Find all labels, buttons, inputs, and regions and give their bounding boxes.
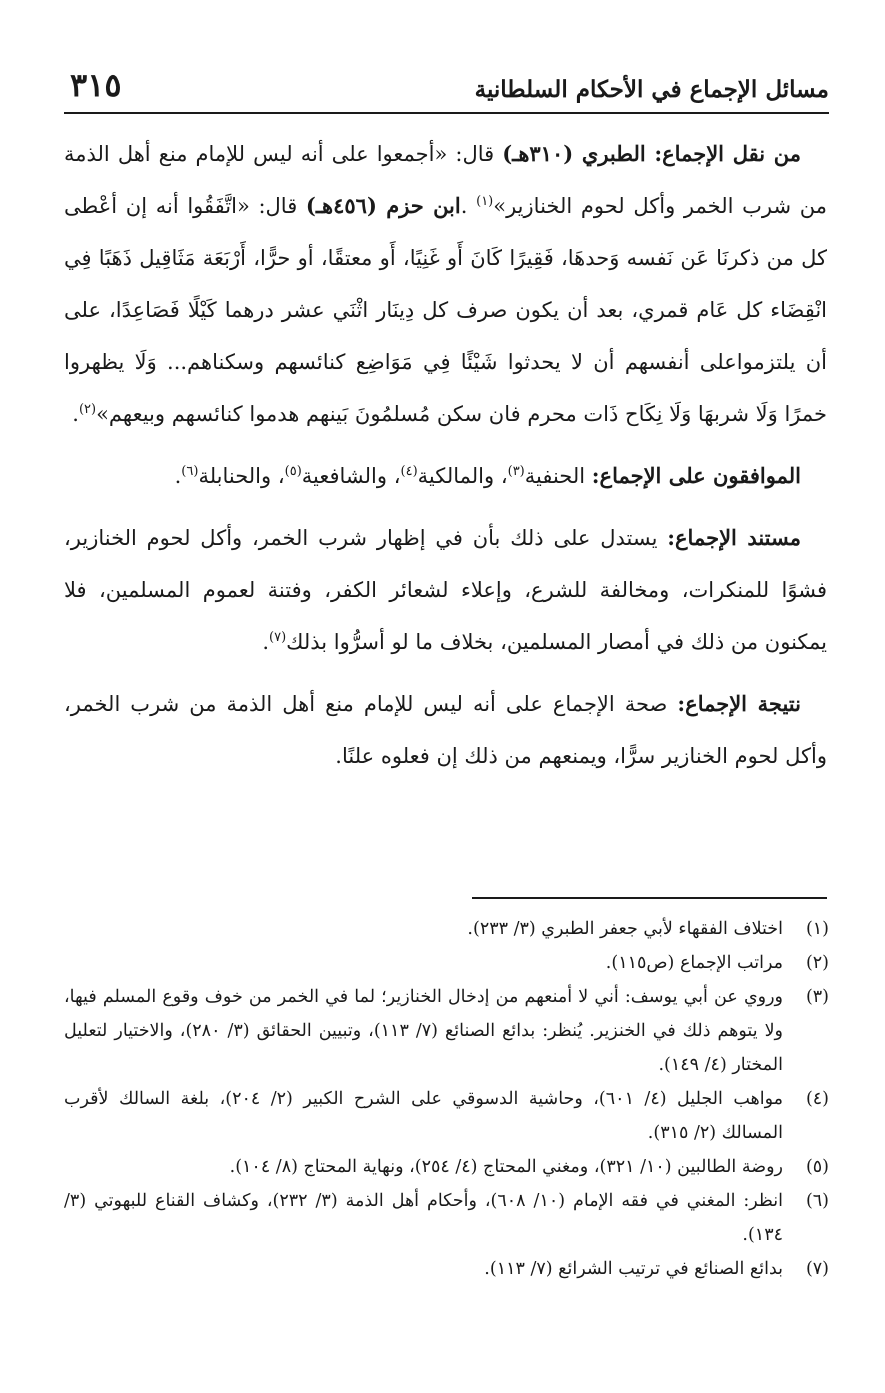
footnote-ref: (٢): [78, 402, 97, 417]
text-run: قال: «اتَّفَقُوا أنه إن أعْطى كل من ذكرنَا عَن نَفسه وَحدهَا، فَقِيرًا كَانَ أَو غَنِيًا، أَو معتقًا، أو حرًّا، أَرْبَعَة مَثَاقِيل ذَهَبًا فِي انْقِضَاء كل عَام قمري، بعد أن يكون صرف كل دِينَار اثْنَي عشر درهما كَيْلًا فَصَاعِدًا، على أن يلتزمواعلى أنفسهم أن لا يحدثوا شَيْئًا فِي مَوَاضِع كنائسهم وسكناهم... وَلَا يظهروا خمرًا وَلَا شربهَا وَلَا نِكَاح ذَات محرم فان سكن مُسلمُونَ بَينهم هدموا كنائسهم وبيعهم»: [64, 194, 827, 426]
footnote: [64, 1184, 829, 1252]
footnote-number: (٧): [805, 1259, 829, 1279]
footnotes-section: [64, 912, 829, 1286]
footnote-ref: (٥): [284, 464, 302, 479]
footnote-ref: (٤): [400, 464, 418, 479]
footnote: [64, 980, 829, 1082]
section-lead: الموافقون على الإجماع:: [591, 463, 801, 488]
text-run: .: [460, 194, 477, 218]
footnote-number: (٣): [805, 987, 829, 1007]
page-header: [64, 66, 829, 114]
body-paragraph: [64, 128, 827, 440]
footnote-text: مراتب الإجماع (ص١١٥).: [605, 953, 783, 973]
footnote-text: مواهب الجليل (٤/ ٦٠١)، وحاشية الدسوقي على الشرح الكبير (٢/ ٢٠٤)، بلغة السالك لأقرب المسالك (٢/ ٣١٥).: [64, 1089, 784, 1143]
footnote-text: اختلاف الفقهاء لأبي جعفر الطبري (٣/ ٢٣٣).: [467, 919, 783, 939]
footnote-text: وروي عن أبي يوسف: أني لا أمنعهم من إدخال الخنازير؛ لما في الخمر من خوف وقوع المسلم فيها، ولا يتوهم ذلك في الخنزير. يُنظر: بدائع الصنائع (٧/ ١١٣)، وتبيين الحقائق (٣/ ٢٨٠)، والاختيار لتعليل المختار (٤/ ١٤٩).: [64, 987, 783, 1075]
section-lead: من نقل الإجماع:: [654, 141, 801, 166]
footnote: [64, 1150, 829, 1184]
footnote-number: (٢): [805, 953, 829, 973]
footnote-text: روضة الطالبين (١٠/ ٣٢١)، ومغني المحتاج (٤/ ٢٥٤)، ونهاية المحتاج (٨/ ١٠٤).: [229, 1157, 783, 1177]
footnote-number: (٤): [805, 1089, 829, 1109]
body-paragraph: [64, 678, 827, 782]
body-paragraph: [64, 450, 827, 502]
text-run: يستدل على ذلك بأن في إظهار شرب الخمر، وأكل لحوم الخنازير، فشوًا للمنكرات، ومخالفة للشرع، وإعلاء لشعائر الكفر، وفتنة لعموم المسلمين، فلا يمكنون من ذلك في أمصار المسلمين، بخلاف ما لو أسرُّوا بذلك: [64, 526, 827, 654]
text-run: .: [72, 402, 79, 426]
text-run: صحة الإجماع على أنه ليس للإمام منع أهل الذمة من شرب الخمر، وأكل لحوم الخنازير سرًّا، ويمنعهم من ذلك إن فعلوه علنًا.: [64, 692, 827, 768]
footnote-ref: (٧): [269, 630, 287, 645]
footnote: [64, 946, 829, 980]
text-run: قال: «أجمعوا على أنه ليس للإمام منع أهل الذمة من شرب الخمر وأكل لحوم الخنازير»: [64, 142, 827, 218]
main-text: [64, 128, 827, 782]
page-number: ٣١٥: [70, 66, 122, 104]
footnote-number: (٦): [805, 1191, 829, 1211]
body-paragraph: [64, 512, 827, 668]
footnote-text: انظر: المغني في فقه الإمام (١٠/ ٦٠٨)، وأحكام أهل الذمة (٣/ ٢٣٢)، وكشاف القناع للبهوتي (٣/ ١٣٤).: [64, 1191, 784, 1245]
footnote: [64, 912, 829, 946]
footnote-ref: (٦): [181, 464, 199, 479]
text-run: ، والشافعية: [301, 464, 401, 488]
section-lead: نتيجة الإجماع:: [677, 691, 801, 716]
text-run: الحنفية: [524, 464, 592, 488]
section-lead: مستند الإجماع:: [667, 525, 801, 550]
footnote-number: (١): [805, 919, 829, 939]
footnote-ref: (٣): [507, 464, 525, 479]
text-run: .: [174, 464, 182, 488]
text-run: ، والحنابلة: [198, 464, 285, 488]
footnote: [64, 1082, 829, 1150]
footnote-text: بدائع الصنائع في ترتيب الشرائع (٧/ ١١٣).: [484, 1259, 783, 1279]
cited-scholar: الطبري (٣١٠هـ): [502, 141, 655, 166]
footnote-number: (٥): [805, 1157, 829, 1177]
text-run: .: [262, 630, 269, 654]
footnote: [64, 1252, 829, 1286]
footnote-separator: [472, 897, 827, 899]
footnote-ref: (١): [476, 194, 494, 209]
running-title: مسائل الإجماع في الأحكام السلطانية: [474, 76, 829, 103]
cited-scholar: ابن حزم (٤٥٦هـ): [305, 193, 461, 218]
text-run: ، والمالكية: [417, 464, 508, 488]
